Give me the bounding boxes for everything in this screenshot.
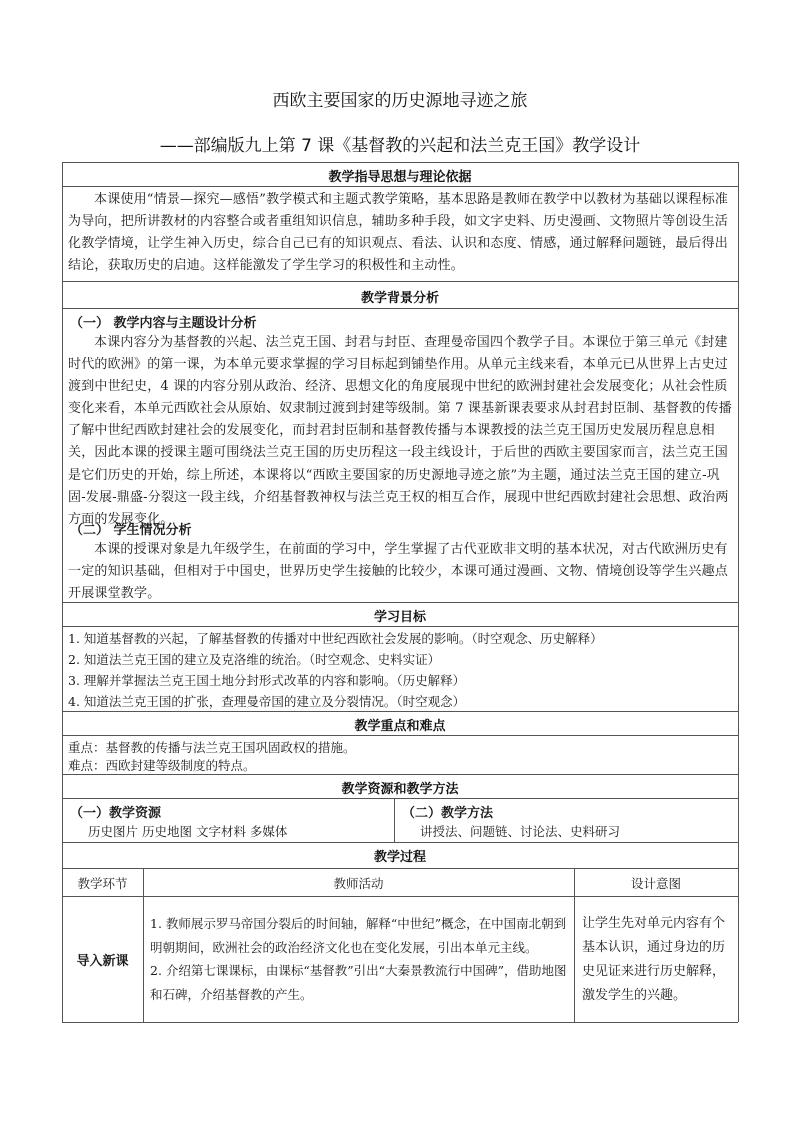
document-subtitle: ——部编版九上第 7 课《基督教的兴起和法兰克王国》教学设计 <box>159 136 641 156</box>
objective-item: 1. 知道基督教的兴起，了解基督教的传播对中世纪西欧社会发展的影响。（时空观念、历史解释） <box>68 631 603 646</box>
intent-cell: 让学生先对单元内容有个基本认识，通过身边的历史见证来进行历史解释，激发学生的兴趣。 <box>582 916 726 1003</box>
content-analysis-text: 本课内容分为基督教的兴起、法兰克王国、封君与封臣、查理曼帝国四个教学子目。本课位于第三单元《封建时代的欧洲》的第一课，为本单元要求掌握的学习目标起到铺垫作用。从单元主线来看，本单元已从世界上古史过渡到中世纪史，4 课的内容分别从政治、经济、思想文化的角度展现中世纪的欧洲封建社会发展变化；从社会性质变化来看，本单元西欧社会从原始、奴隶制过渡到封建等级制。第 7 课基新课表要求从封君封臣制、基督教的传播了解中世纪西欧封建社会的发展变化，而封君封臣制和基督教传播与本课教授的法兰克王国历史发展历程息息相关，因此本课的授课主题可围绕法兰克王国的历史历程这一段主线设计，于后世的西欧主要国家而言，法兰克王国是它们历史的开始，综上所述，本课将以“西欧主要国家的历史源地寻迹之旅”为主题，通过法兰克王国的建立-巩固-发展-鼎盛-分裂这一段主线，介绍基督教神权与法兰克王权的相互合作，展现中世纪西欧封建社会思想、政治两方面的发展变化。 <box>68 335 732 527</box>
guiding-heading: 教学指导思想与理论依据 <box>328 170 472 185</box>
resources-text: 历史图片 历史地图 文字材料 多媒体 <box>88 824 288 839</box>
guiding-text: 本课使用“情景—探究—感悟”教学模式和主题式教学策略，基本思路是教师在教学中以教材为基础以课程标准为导向，把所讲教材的内容整合或者重组知识信息，辅助多种手段，如文字史料、历史漫画、文物照片等创设生活化教学情境，让学生神入历史，综合自己已有的知识观点、看法、认识和态度、情感，通过解释问题链，最后得出结论，获取历史的启迪。这样能激发了学生学习的积极性和主动性。 <box>68 192 729 274</box>
process-heading: 教学过程 <box>373 850 426 865</box>
difficult-point: 难点：西欧封建等级制度的特点。 <box>68 758 256 773</box>
column-header-intent: 设计意图 <box>630 876 681 891</box>
key-point: 重点：基督教的传播与法兰克王国巩固政权的措施。 <box>68 740 356 755</box>
background-heading: 教学背景分析 <box>360 291 439 306</box>
resources-heading: 教学资源和教学方法 <box>341 782 459 797</box>
stage-cell: 导入新课 <box>76 954 129 969</box>
column-header-stage: 教学环节 <box>77 876 128 891</box>
column-header-activity: 教师活动 <box>333 876 384 891</box>
student-analysis-text: 本课的授课对象是九年级学生，在前面的学习中，学生掌握了古代亚欧非文明的基本状况，对古代欧洲历史有一定的知识基础，但相对于中国史，世界历史学生接触的比较少，本课可通过漫画、文物、情境创设等学生兴趣点开展课堂教学。 <box>68 542 729 602</box>
methods-subheading: （二）教学方法 <box>402 806 494 821</box>
resources-subheading: （一）教学资源 <box>70 806 162 821</box>
objective-item: 3. 理解并掌握法兰克王国土地分封形式改革的内容和影响。（历史解释） <box>68 673 466 688</box>
objective-item: 2. 知道法兰克王国的建立及克洛维的统治。（时空观念、史料实证） <box>68 652 441 667</box>
document-title: 西欧主要国家的历史源地寻迹之旅 <box>272 91 528 111</box>
methods-text: 讲授法、问题链、讨论法、史料研习 <box>420 824 621 839</box>
student-analysis-heading: （二） 学生情况分析 <box>70 523 192 538</box>
content-analysis-heading: （一） 教学内容与主题设计分析 <box>70 316 257 331</box>
objective-item: 4. 知道法兰克王国的扩张，查理曼帝国的建立及分裂情况。（时空观念） <box>68 694 466 709</box>
objectives-heading: 学习目标 <box>373 610 426 625</box>
keypoints-heading: 教学重点和难点 <box>354 719 446 734</box>
activity-cell: 1. 教师展示罗马帝国分裂后的时间轴，解释“中世纪”概念，在中国南北朝到明朝期间，欧洲社会的政治经济文化也在变化发展，引出本单元主线。 2. 介绍第七课课标，由课标“基督教”引出“大秦景教流行中国碑”，借助地图和石碑，介绍基督教的产生。 <box>150 916 567 1002</box>
